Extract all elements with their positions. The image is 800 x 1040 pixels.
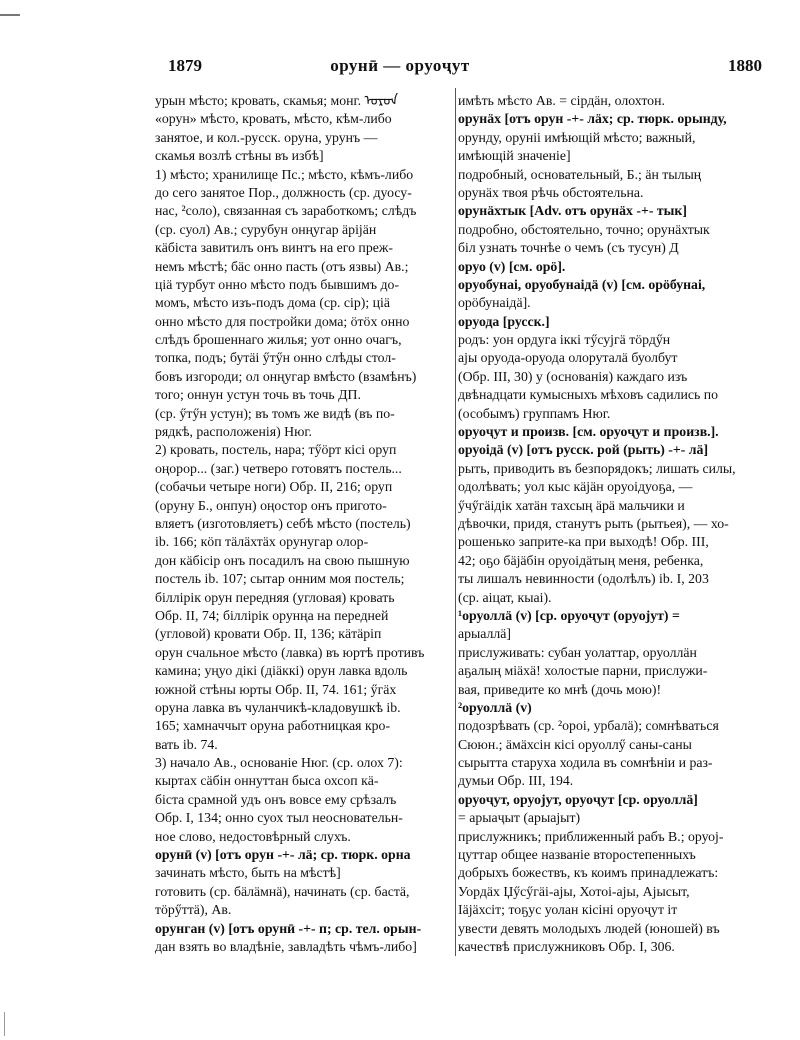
text-line: южной стѣны юрты Обр. II, 74. 161; ӳгӓх <box>155 681 397 697</box>
text-line: занятое, и кол.-русск. оруна, урунъ — <box>155 129 378 145</box>
text-line: готовить (ср. бӓлӓмнӓ), начинать (ср. бастӓ, <box>155 883 410 899</box>
text-line: ib. 166; кӧп тӓлӓхтӓх орунугар олор- <box>155 534 369 550</box>
text-line: орунӓхтык [Adv. отъ орунӓх -+- тык] <box>458 203 687 219</box>
text-line: рошенько заприте-ка при выходѣ! Обр. III, <box>458 534 709 550</box>
text-line: до сего занятое Пор., должность (ср. дуосу- <box>155 184 412 200</box>
text-line: топка, подъ; бутӓі ӳтӳн онно слѣды стол- <box>155 350 396 366</box>
text-line: оруода [русск.] <box>458 313 550 329</box>
text-line: кыртах сӓбін оннуттан быса охсоп кӓ- <box>155 773 379 789</box>
text-line: имѣть мѣсто Ав. = сірдӓн, олохтон. <box>458 93 665 108</box>
text-line: бовъ изгороди; ол онңугар вмѣсто (взамѣнъ) <box>155 368 417 384</box>
text-line: немъ мѣстѣ; бӓс онно пасть (отъ язвы) Ав.; <box>155 258 409 274</box>
text-line: (ср. ӳтӳн устун); въ томъ же видѣ (въ по- <box>155 405 395 421</box>
text-line: урын мѣсто; кровать, скамья; монг. ᠣᠷᠣᠨ <box>155 93 398 108</box>
text-line: ты лишалъ невинности (одолѣлъ) ib. I, 203 <box>458 571 709 587</box>
text-line: (ср. суол) Ав.; сурубун онңугар ӓріjӓн <box>155 221 377 237</box>
text-line: 2) кровать, постель, нара; тӳӧрт кісі оруп <box>155 442 397 458</box>
text-line: оруо (v) [см. орӧ]. <box>458 258 566 274</box>
text-line: вляетъ (изготовляетъ) себѣ мѣсто (постель) <box>155 515 411 531</box>
text-line: (собачьи четыре ноги) Обр. II, 216; оруп <box>155 479 393 495</box>
text-line: орун счальное мѣсто (лавка) въ юртѣ противъ <box>155 644 425 660</box>
text-line: оңорор... (заг.) четверо готовятъ постель... <box>155 460 402 476</box>
text-line: 165; хамначчыт оруна работницкая кро- <box>155 718 391 734</box>
text-line: нас, ²соло), связанная съ заработкомъ; слѣдъ <box>155 203 417 219</box>
right-column <box>458 92 788 956</box>
text-line: имѣющій значеніе] <box>458 148 571 164</box>
text-line: прислужникъ; приближенный рабъ В.; оруоj- <box>458 828 724 844</box>
running-title: орунӣ — оруоҷут <box>330 56 470 75</box>
text-line: = арыаҷыт (арыаjыт) <box>458 810 581 826</box>
text-line: камина; уңуо дікі (діӓккі) орун лавка вдоль <box>155 663 408 679</box>
text-line: орунган (v) [отъ орунӣ -+- п; ср. тел. орын- <box>155 920 422 936</box>
text-line: (особымъ) группамъ Нюг. <box>458 405 611 421</box>
text-line: орунӣ (v) [отъ орун -+- лӓ; ср. тюрк. орна <box>155 847 411 863</box>
text-line: орунӓх твоя рѣчь обстоятельна. <box>458 184 644 200</box>
text-line: аjы оруода-оруода олоруталӓ буолбут <box>458 350 678 366</box>
text-line: орунӓх [отъ орун -+- лӓх; ср. тюрк. орынду, <box>458 111 727 127</box>
text-line: оруна лавка въ чуланчикѣ-кладовушкѣ ib. <box>155 699 401 715</box>
text-line: думьи Обр. III, 194. <box>458 773 574 789</box>
text-line: арыаллӓ] <box>458 626 512 642</box>
text-line: постель ib. 107; сытар онним моя постель; <box>155 571 405 587</box>
text-line: ӳчӳгӓідік хатӓн тахсың ӓрӓ мальчики и <box>458 497 685 513</box>
text-line: рядкѣ, расположенія) Нюг. <box>155 424 312 440</box>
text-line: зачинать мѣсто, быть на мѣстѣ] <box>155 865 341 881</box>
text-line: онно мѣсто для постройки дома; ӧтӧх онно <box>155 313 410 329</box>
text-line: подозрѣвать (ср. ²ороі, урбалӓ); сомнѣваться <box>458 718 719 734</box>
text-line: дон кӓбісір онъ посадилъ на свою пышную <box>155 552 410 568</box>
text-line: увести девять молодыхъ людей (юношей) въ <box>458 920 720 936</box>
text-line: ¹оруоллӓ (v) [ср. оруоҷут (оруоjут) = <box>458 607 680 623</box>
text-line: рыть, приводить въ безпорядокъ; лишать силы, <box>458 460 736 476</box>
text-line: двѣнадцати кумысныхъ мѣховъ садились по <box>458 387 719 403</box>
text-line: вая, приведите ко мнѣ (дочь мою)! <box>458 681 662 697</box>
text-line: 1) мѣсто; хранилище Пс.; мѣсто, кѣмъ-либо <box>155 166 414 182</box>
text-line: біл узнать точнѣе о чемъ (съ тусун) Д <box>458 240 679 256</box>
text-line: слѣдъ брошеннаго жилья; уот онно очагъ, <box>155 332 402 348</box>
text-line: цуттар общее названіе второстепенныхъ <box>458 847 696 863</box>
text-line: дѣвочки, придя, станутъ рыть (рытьея), — хо- <box>458 515 729 531</box>
text-line: ное слово, недостовѣрный слухъ. <box>155 828 351 844</box>
text-line: момъ, мѣсто изъ-подъ дома (ср. сір); ціӓ <box>155 295 390 311</box>
text-line: 42; оҕо бӓjӓбін оруоідӓтың меня, ребенка, <box>458 552 704 568</box>
text-line: 3) начало Ав., основаніе Нюг. (ср. олох 7): <box>155 755 403 771</box>
text-line: родъ: уон ордуга іккі тӳсуjгӓ тӧрдӳн <box>458 332 671 348</box>
text-line: біста срамной удъ онъ вовсе ему срѣзалъ <box>155 791 397 807</box>
left-page-number: 1879 <box>168 56 202 75</box>
text-line: (Обр. III, 30) у (основанія) каждаго изъ <box>458 368 688 384</box>
text-line: (угловой) кровати Обр. II, 136; кӓтӓріп <box>155 626 382 642</box>
text-line: «орун» мѣсто, кровать, мѣсто, кѣм-либо <box>155 111 392 127</box>
text-line: сырытта старуха ходила въ сомнѣніи и раз- <box>458 755 713 771</box>
text-line: біллірік орун передняя (угловая) кровать <box>155 589 395 605</box>
text-line: ціӓ турбут онно мѣсто подъ бывшимъ до- <box>155 276 399 292</box>
column-divider <box>455 88 456 956</box>
text-line: добрыхъ божествъ, къ коимъ принадлежатъ: <box>458 865 719 881</box>
text-line: одолѣвать; уол кыс кӓjӓн оруоідуоҕа, — <box>458 479 693 495</box>
text-line: оруоідӓ (v) [отъ русск. рой (рыть) -+- лӓ] <box>458 442 709 458</box>
text-line: подробный, основательный, Б.; ӓн тылың <box>458 166 702 182</box>
text-line: орӧбунаідӓ]. <box>458 295 531 311</box>
left-column <box>155 92 455 956</box>
text-line: оруоҷут, оруоjут, оруоҷут [ср. оруоллӓ] <box>458 791 698 807</box>
text-line: кӓбіста завитилъ онъ винтъ на его преж- <box>155 240 393 256</box>
text-line: прислуживать: субан уолаттар, оруоллӓн <box>458 644 697 660</box>
text-line: ²оруоллӓ (v) <box>458 699 532 715</box>
text-line: Уордӓх Џӳсӳгӓі-аjы, Хотоі-аjы, Аjыcыт, <box>458 883 690 899</box>
text-line: подробно, обстоятельно, точно; орунӓхтык <box>458 221 710 237</box>
corner-mark <box>0 0 20 16</box>
text-line: скамья возлѣ стѣны въ избѣ] <box>155 148 324 164</box>
text-line: дан взять во владѣніе, завладѣть чѣмъ-либо] <box>155 938 417 954</box>
right-page-number: 1880 <box>728 56 762 75</box>
running-header <box>0 56 800 82</box>
page-edge-mark <box>4 1012 13 1036</box>
text-line: Обр. II, 74; біллірік орунңа на передней <box>155 607 389 623</box>
text-line: аҕалың міӓхӓ! холостые парни, прислужи- <box>458 663 708 679</box>
text-line: качествѣ прислужниковъ Обр. I, 306. <box>458 938 675 954</box>
text-line: вать ib. 74. <box>155 736 218 752</box>
text-line: орунду, оруніі имѣющій мѣсто; важный, <box>458 129 696 145</box>
text-line: (оруну Б., онпун) оңостор онъ пригото- <box>155 497 387 513</box>
text-line: Іӓjӓхсіт; тоҕус уолан кісіні оруоҷут іт <box>458 902 678 918</box>
text-line: Сююн.; ӓмӓхсін кісі оруоллӳ саны-саны <box>458 736 692 752</box>
text-line: Обр. I, 134; онно суох тыл неосновательн- <box>155 810 403 826</box>
text-line: оруобунаі, оруобунаідӓ (v) [см. орӧбунаі, <box>458 276 706 292</box>
text-line: (ср. аіцат, кыаі). <box>458 589 552 605</box>
text-line: оруоҷут и произв. [см. оруоҷут и произв.]. <box>458 424 719 440</box>
text-line: тӧрӳттӓ), Ав. <box>155 902 232 918</box>
text-line: того; оннун устун точь въ точь ДП. <box>155 387 361 403</box>
